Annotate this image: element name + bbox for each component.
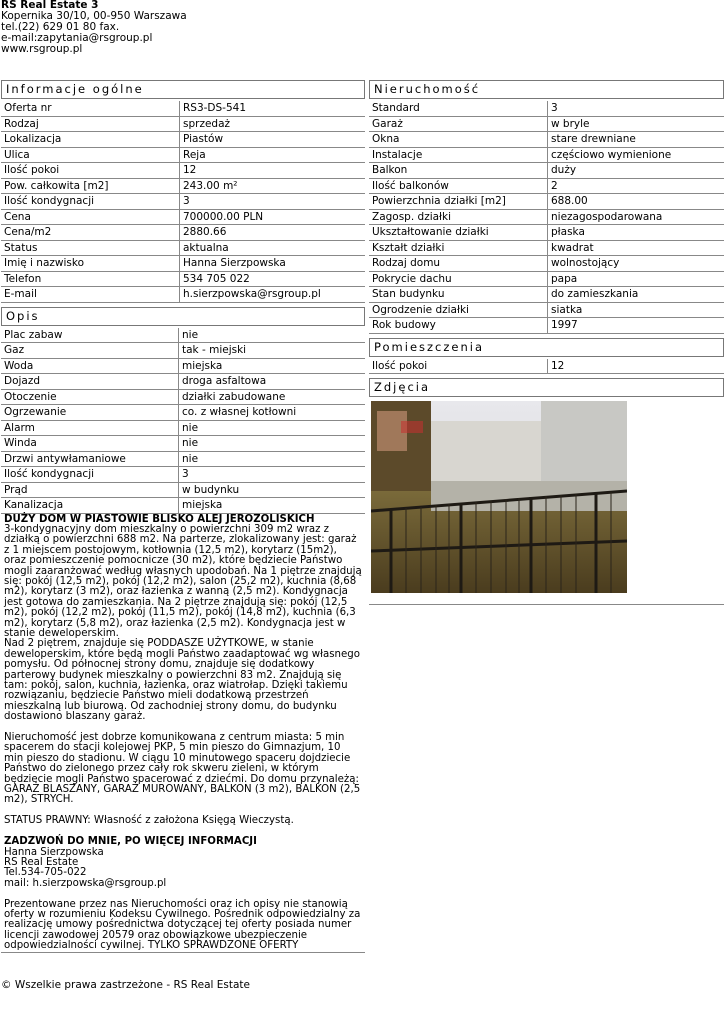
info-row [1,101,365,116]
property-row [369,240,724,256]
description-headline: DUŻY DOM W PIASTOWIE BLISKO ALEJ JEROZOLISKICH [4,513,315,525]
info-row [1,240,365,256]
opis-value: nie [179,420,366,436]
property-row [369,225,724,241]
info-value: Hanna Sierzpowska [180,256,366,272]
property-label: Instalacje [369,147,548,163]
property-label: Pokrycie dachu [369,271,548,287]
property-value: płaska [548,225,724,241]
opis-label: Alarm [1,420,179,436]
info-label: Oferta nr [1,101,180,116]
rooms-label: Ilość pokoi [369,359,548,374]
opis-label: Winda [1,436,179,452]
property-value: częściowo wymienione [548,147,724,163]
property-label: Ogrodzenie działki [369,302,548,318]
property-label: Ukształtowanie działki [369,225,548,241]
property-value: 688.00 [548,194,724,210]
opis-value: miejska [179,358,366,374]
opis-label: Otoczenie [1,389,179,405]
info-value: Reja [180,147,366,163]
opis-label: Dojazd [1,374,179,390]
property-table [369,101,724,334]
section-title-zdjecia: Zdjęcia [369,378,724,397]
opis-value: nie [179,328,366,343]
description [1,514,365,953]
opis-row [1,405,365,421]
contact-details: Hanna Sierzpowska RS Real Estate Tel.534-705-022 mail: h.sierzpowska@rsgroup.pl [4,846,167,889]
info-label: Pow. całkowita [m2] [1,178,180,194]
info-value: sprzedaż [180,116,366,132]
contact-heading: ZADZWOŃ DO MNIE, PO WIĘCEJ INFORMACJI [4,836,257,848]
property-label: Powierzchnia działki [m2] [369,194,548,210]
info-row [1,271,365,287]
footer-copyright: © Wszelkie prawa zastrzeżone - RS Real Estate [1,979,250,991]
opis-label: Ilość kondygnacji [1,467,179,483]
property-value: do zamieszkania [548,287,724,303]
info-label: Status [1,240,180,256]
opis-row [1,389,365,405]
property-value: 1997 [548,318,724,334]
property-row [369,178,724,194]
opis-row [1,498,365,514]
property-value: 3 [548,101,724,116]
opis-row [1,436,365,452]
opis-row [1,467,365,483]
property-value: wolnostojący [548,256,724,272]
property-row [369,163,724,179]
company-website: www.rsgroup.pl [1,43,83,55]
info-value: 534 705 022 [180,271,366,287]
info-row [1,132,365,148]
property-row [369,101,724,116]
section-title-info: Informacje ogólne [1,80,365,99]
opis-value: co. z własnej kotłowni [179,405,366,421]
info-label: Telefon [1,271,180,287]
company-name: RS Real Estate 3 [1,0,99,11]
section-title-opis: Opis [1,307,365,326]
rooms-table [369,359,724,375]
property-label: Okna [369,132,548,148]
opis-row [1,358,365,374]
info-row [1,178,365,194]
opis-value: nie [179,436,366,452]
info-row [1,147,365,163]
property-row [369,287,724,303]
info-value: 12 [180,163,366,179]
opis-value: 3 [179,467,366,483]
info-label: Ulica [1,147,180,163]
info-label: E-mail [1,287,180,303]
info-value: aktualna [180,240,366,256]
opis-label: Ogrzewanie [1,405,179,421]
property-label: Ilość balkonów [369,178,548,194]
property-label: Rodzaj domu [369,256,548,272]
opis-value: tak - miejski [179,343,366,359]
opis-row [1,343,365,359]
opis-label: Kanalizacja [1,498,179,514]
company-address: Kopernika 30/10, 00-950 Warszawa [1,10,187,22]
opis-value: miejska [179,498,366,514]
info-row [1,163,365,179]
opis-label: Prąd [1,482,179,498]
info-value: 243.00 m² [180,178,366,194]
opis-row [1,451,365,467]
property-label: Standard [369,101,548,116]
property-label: Stan budynku [369,287,548,303]
property-label: Kształt działki [369,240,548,256]
property-label: Rok budowy [369,318,548,334]
opis-row [1,328,365,343]
info-row [1,116,365,132]
opis-row [1,374,365,390]
property-row [369,271,724,287]
opis-label: Drzwi antywłamaniowe [1,451,179,467]
photo-container [369,399,724,605]
info-label: Ilość kondygnacji [1,194,180,210]
info-value: h.sierzpowska@rsgroup.pl [180,287,366,303]
opis-value: nie [179,451,366,467]
header [1,0,187,55]
property-value: niezagospodarowana [548,209,724,225]
property-value: stare drewniane [548,132,724,148]
property-row [369,116,724,132]
property-label: Garaż [369,116,548,132]
opis-label: Gaz [1,343,179,359]
description-body-1: 3-kondygnacyjny dom mieszkalny o powierzchni 309 m2 wraz z działką o powierzchni 688 m2. Na parterze, zlokalizowany jest: garaż z 1 miejscem postojowym, kotłownia (12,5 m2), korytarz (15m2), oraz pomieszczenie pomocnicze (30 m2), które będziecie Państwo mogli zaaranżować według własnych upodobań. Na 1 piętrze znajdują się: pokój (12,5 m2), pokój (12,2 m2), salon (25,2 m2), kuchnia (8,68 m2), korytarz (3 m2), oraz łazienka z wanną (2,5 m2). Kondygnacja jest gotowa do zamieszkania. Na 2 piętrze znajdują się: pokój (12,5 m2), pokój (12,2 m2), pokój (11,5 m2), pokój (14,8 m2), kuchnia (6,3 m2), korytarz (5,8 m2), oraz łazienka (2,5 m2). Kondygnacja jest w stanie deweloperskim. Nad 2 piętrem, znajduje się PODDASZE UŻYTKOWE, w stanie deweloperskim, które będą mogli Państwo zaadaptować wg własnego pomysłu. Od północnej strony domu, znajduje się dodatkowy parterowy budynek mieszkalny o powierzchni 83 m2. Znajdują się tam: pokój, salon, kuchnia, łazienka, oraz wiatrołap. Dzięki takiemu rozwiązaniu, będziecie Państwo mieli dodatkową przestrzeń mieszkalną lub biurową. Od zachodniej strony domu, do budynku dostawiono blaszany garaż. [4,523,362,723]
property-value: 2 [548,178,724,194]
opis-label: Woda [1,358,179,374]
property-photo[interactable] [371,401,627,593]
description-legal-status: STATUS PRAWNY: Własność z założona Księgą Wieczystą. [4,815,294,827]
company-email: e-mail:zapytania@rsgroup.pl [1,32,153,44]
property-row [369,194,724,210]
opis-value: w budynku [179,482,366,498]
section-title-nieruchomosc: Nieruchomość [369,80,724,99]
property-label: Zagosp. działki [369,209,548,225]
property-row [369,318,724,334]
opis-value: droga asfaltowa [179,374,366,390]
info-table [1,101,365,303]
info-value: 700000.00 PLN [180,209,366,225]
info-value: Piastów [180,132,366,148]
property-label: Balkon [369,163,548,179]
property-value: w bryle [548,116,724,132]
property-value: papa [548,271,724,287]
info-value: 3 [180,194,366,210]
opis-row [1,420,365,436]
rooms-row [369,359,724,374]
info-label: Cena [1,209,180,225]
info-row [1,194,365,210]
opis-label: Plac zabaw [1,328,179,343]
opis-table [1,328,365,514]
property-value: kwadrat [548,240,724,256]
property-value: duży [548,163,724,179]
info-value: RS3-DS-541 [180,101,366,116]
property-row [369,302,724,318]
info-row [1,225,365,241]
property-row [369,147,724,163]
info-value: 2880.66 [180,225,366,241]
info-label: Ilość pokoi [1,163,180,179]
property-row [369,209,724,225]
opis-value: działki zabudowane [179,389,366,405]
rooms-value: 12 [548,359,724,374]
info-row [1,256,365,272]
disclaimer: Prezentowane przez nas Nieruchomości oraz ich opisy nie stanowią oferty w rozumieniu Kodeksu Cywilnego. Pośrednik odpowiedzialny za realizację umowy pośrednictwa dotyczącej tej oferty posiada numer licencji zawodowej 20579 oraz obowiązkowe ubezpieczenie odpowiedzialności cywilnej. TYLKO SPRAWDZONE OFERTY [4,898,361,952]
info-row [1,287,365,303]
info-label: Imię i nazwisko [1,256,180,272]
right-column [369,78,724,605]
left-column [1,78,365,953]
property-row [369,256,724,272]
info-label: Rodzaj [1,116,180,132]
section-title-pomieszczenia: Pomieszczenia [369,338,724,357]
info-label: Cena/m2 [1,225,180,241]
opis-row [1,482,365,498]
company-phone: tel.(22) 629 01 80 fax. [1,21,120,33]
property-value: siatka [548,302,724,318]
info-row [1,209,365,225]
description-body-2: Nieruchomość jest dobrze komunikowana z centrum miasta: 5 min spacerem do stacji kolejowej PKP, 5 min pieszo do Gimnazjum, 10 min pieszo do stadionu. W ciągu 10 minutowego spaceru dojdziecie Państwo do zielonego przez cały rok skweru zieleni, w którym będziecie mogli Państwo spacerować z dziećmi. Do domu przynależą: GARAŻ BLASZANY, GARAŻ MUROWANY, BALKON (3 m2), BALKON (2,5 m2), STRYCH. [4,732,361,806]
info-label: Lokalizacja [1,132,180,148]
property-row [369,132,724,148]
